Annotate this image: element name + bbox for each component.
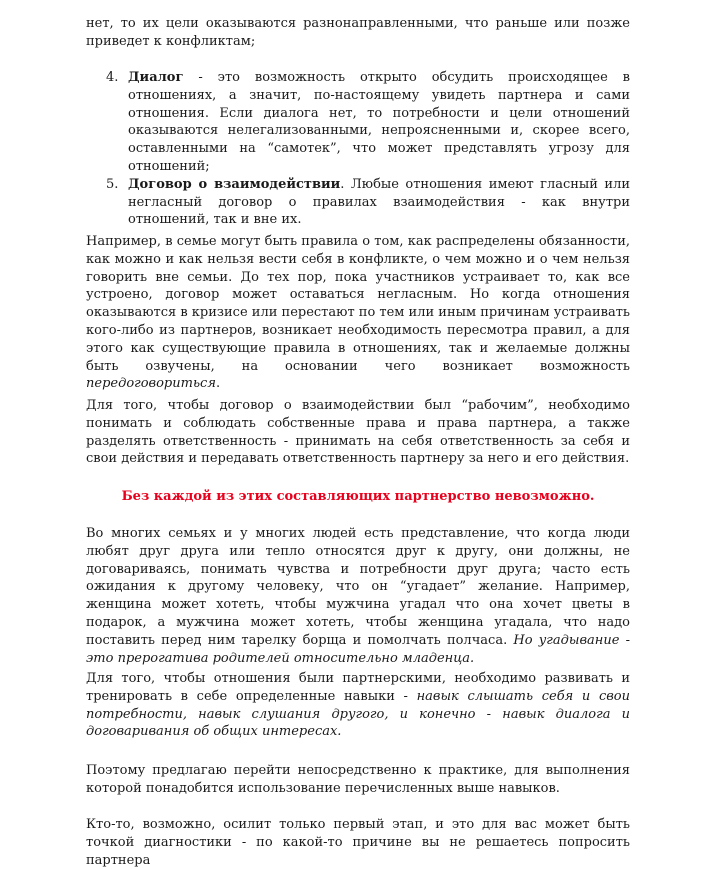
guessing-text: Во многих семьях и у многих людей есть представление, что когда люди любят друг друга или тепло относятся друг к другу, они должны, не договариваясь, понимать чувства и потребности друг друга; часто есть ожидания к другому человеку, что он “угадает” желание. Например, женщина может хотеть, чтобы мужчина угадал что она хочет цветы в подарок, а мужчина может хотеть, чтобы женщина угадала, что надо поставить перед ним тарелку борща и помолчать полчаса. <box>86 526 630 648</box>
paragraph-guessing <box>86 525 630 667</box>
paragraph-conflict-goals: нет, то их цели оказываются разнонаправленными, что раньше или позже приведет к конфликтам; <box>86 16 630 49</box>
term-dialogue: Диалог <box>128 70 184 85</box>
family-rules-end: . <box>215 376 221 392</box>
list-number: 5. <box>106 176 119 192</box>
skills-text: Для того, чтобы отношения были партнерскими, необходимо развивать и тренировать в себе определенные навыки - <box>86 671 630 704</box>
paragraph-family-rules <box>86 233 630 393</box>
agreement-description: . Любые отношения имеют гласный или негласный договор о правилах взаимодействия - как внутри отношений, так и вне их. <box>128 176 630 228</box>
numbered-list <box>86 69 630 229</box>
skills-italic: навык слышать себя и свои потребности, навык слушания другого, и конечно - навык диалога и договаривания об общих интересах. <box>86 688 630 740</box>
renegotiate-italic: передоговориться <box>86 376 216 392</box>
list-number: 4. <box>106 70 119 85</box>
list-item-agreement <box>86 176 630 229</box>
guessing-italic: Но угадывание - это прерогатива родителей относительно младенца. <box>86 632 630 666</box>
term-agreement: Договор о взаимодействии <box>128 176 341 192</box>
family-rules-text: Например, в семье могут быть правила о том, как распределены обязанности, как можно и как нельзя вести себя в конфликте, о чем можно и о чем нельзя говорить вне семьи. До тех пор, пока участников устраивает то, как все устроено, договор может оставаться негласным. Но когда отношения оказываются в кризисе или перестают по тем или иным причинам устраивать кого-либо из партнеров, возникает необходимость пересмотра правил, а для этого как существующие правила в отношениях, так и желаемые должны быть озвучены, на основании чего возникает возможность <box>86 234 630 374</box>
paragraph-practice: Поэтому предлагаю перейти непосредственно к практике, для выполнения которой понадобится использование перечисленных выше навыков. <box>86 763 630 796</box>
paragraph-first-stage: Кто-то, возможно, осилит только первый этап, и это для вас может быть точкой диагностики - по какой-то причине вы не решаетесь попросить партнера <box>86 817 630 868</box>
dialogue-description: - это возможность открыто обсудить происходящее в отношениях, а значит, по-настоящему увидеть партнера и сами отношения. Если диалога нет, то потребности и цели отношений оказываются нелегализованными, непроясненными и, скорее всего, оставленными на “самотек”, что может представлять угрозу для отношений; <box>128 70 630 174</box>
red-heading: Без каждой из этих составляющих партнерство невозможно. <box>121 489 595 504</box>
paragraph-working-agreement: Для того, чтобы договор о взаимодействии был “рабочим”, необходимо понимать и соблюдать собственные права и права партнера, а также разделять ответственность - принимать на себя ответственность за себя и свои действия и передавать ответственность партнеру за него и его действия. <box>86 398 630 467</box>
paragraph-partner-skills <box>86 670 630 741</box>
list-item-dialogue <box>86 69 630 176</box>
